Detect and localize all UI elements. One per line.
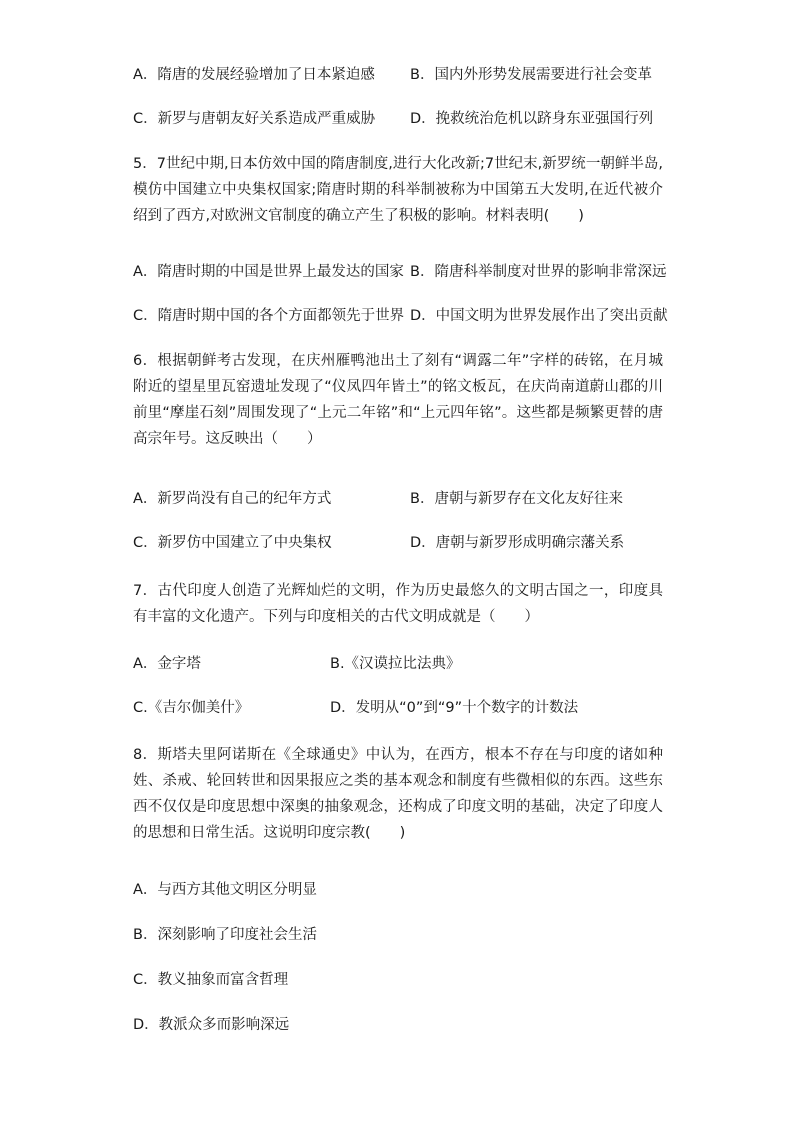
option-b[interactable]: B．唐朝与新罗存在文化友好往来: [410, 491, 623, 507]
question-5-stem: 5．7世纪中期,日本仿效中国的隋唐制度,进行大化改新;7世纪末,新罗统一朝鲜半岛,模仿中国建立中央集权国家;隋唐时期的科举制被称为中国第五大发明,在近代被介绍到了西方,对欧洲文官制度的确立产生了积极的影响。材料表明( ): [133, 156, 663, 224]
option-row: [133, 261, 733, 283]
option-c[interactable]: C．教义抽象而富含哲理: [133, 972, 289, 988]
option-row: [133, 108, 733, 130]
option-row: [133, 488, 733, 510]
option-b[interactable]: B．隋唐科举制度对世界的影响非常深远: [410, 264, 667, 280]
option-c[interactable]: C．新罗与唐朝友好关系造成严重威胁: [133, 111, 376, 127]
option-a[interactable]: A．金字塔: [133, 656, 201, 672]
option-a[interactable]: A．隋唐时期的中国是世界上最发达的国家: [133, 264, 404, 280]
option-c[interactable]: C．新罗仿中国建立了中央集权: [133, 535, 332, 551]
question-6-stem: 6．根据朝鲜考古发现，在庆州雁鸭池出土了刻有“调露二年”字样的砖铭，在月城附近的望星里瓦窑遗址发现了“仪凤四年皆土”的铭文板瓦，在庆尚南道蔚山郡的川前里“摩崖石刻”周围发现了“上元二年铭”和“上元四年铭”。这些都是频繁更替的唐高宗年号。这反映出（ ）: [133, 353, 663, 447]
option-d[interactable]: D．中国文明为世界发展作出了突出贡献: [410, 308, 668, 324]
option-d[interactable]: D．教派众多而影响深远: [133, 1017, 290, 1033]
option-a[interactable]: A．与西方其他文明区分明显: [133, 882, 317, 898]
option-a[interactable]: A．隋唐的发展经验增加了日本紧迫感: [133, 67, 375, 83]
option-b[interactable]: B.《汉谟拉比法典》: [330, 656, 461, 672]
option-row: [133, 532, 733, 554]
option-b[interactable]: B．深刻影响了印度社会生活: [133, 927, 317, 943]
option-b[interactable]: B．国内外形势发展需要进行社会变革: [410, 67, 652, 83]
question-8-stem: 8．斯塔夫里阿诺斯在《全球通史》中认为，在西方，根本不存在与印度的诸如种姓、杀戒、轮回转世和因果报应之类的基本观念和制度有些微相似的东西。这些东西不仅仅是印度思想中深奥的抽象观念，还构成了印度文明的基础，决定了印度人的思想和日常生活。这说明印度宗教( ): [133, 747, 663, 841]
option-d[interactable]: D．挽救统治危机以跻身东亚强国行列: [410, 111, 654, 127]
option-d[interactable]: D．唐朝与新罗形成明确宗藩关系: [410, 535, 625, 551]
option-d[interactable]: D．发明从“0”到“9”十个数字的计数法: [330, 700, 579, 716]
option-row: [133, 64, 733, 86]
option-c[interactable]: C．隋唐时期中国的各个方面都领先于世界: [133, 308, 405, 324]
option-row: [133, 697, 733, 719]
option-row: [133, 653, 733, 675]
option-a[interactable]: A．新罗尚没有自己的纪年方式: [133, 491, 332, 507]
option-row: [133, 305, 733, 327]
option-c[interactable]: C.《吉尔伽美什》: [133, 700, 250, 716]
question-7-stem: 7．古代印度人创造了光辉灿烂的文明，作为历史最悠久的文明古国之一，印度具有丰富的文化遗产。下列与印度相关的古代文明成就是（ ）: [133, 583, 663, 625]
